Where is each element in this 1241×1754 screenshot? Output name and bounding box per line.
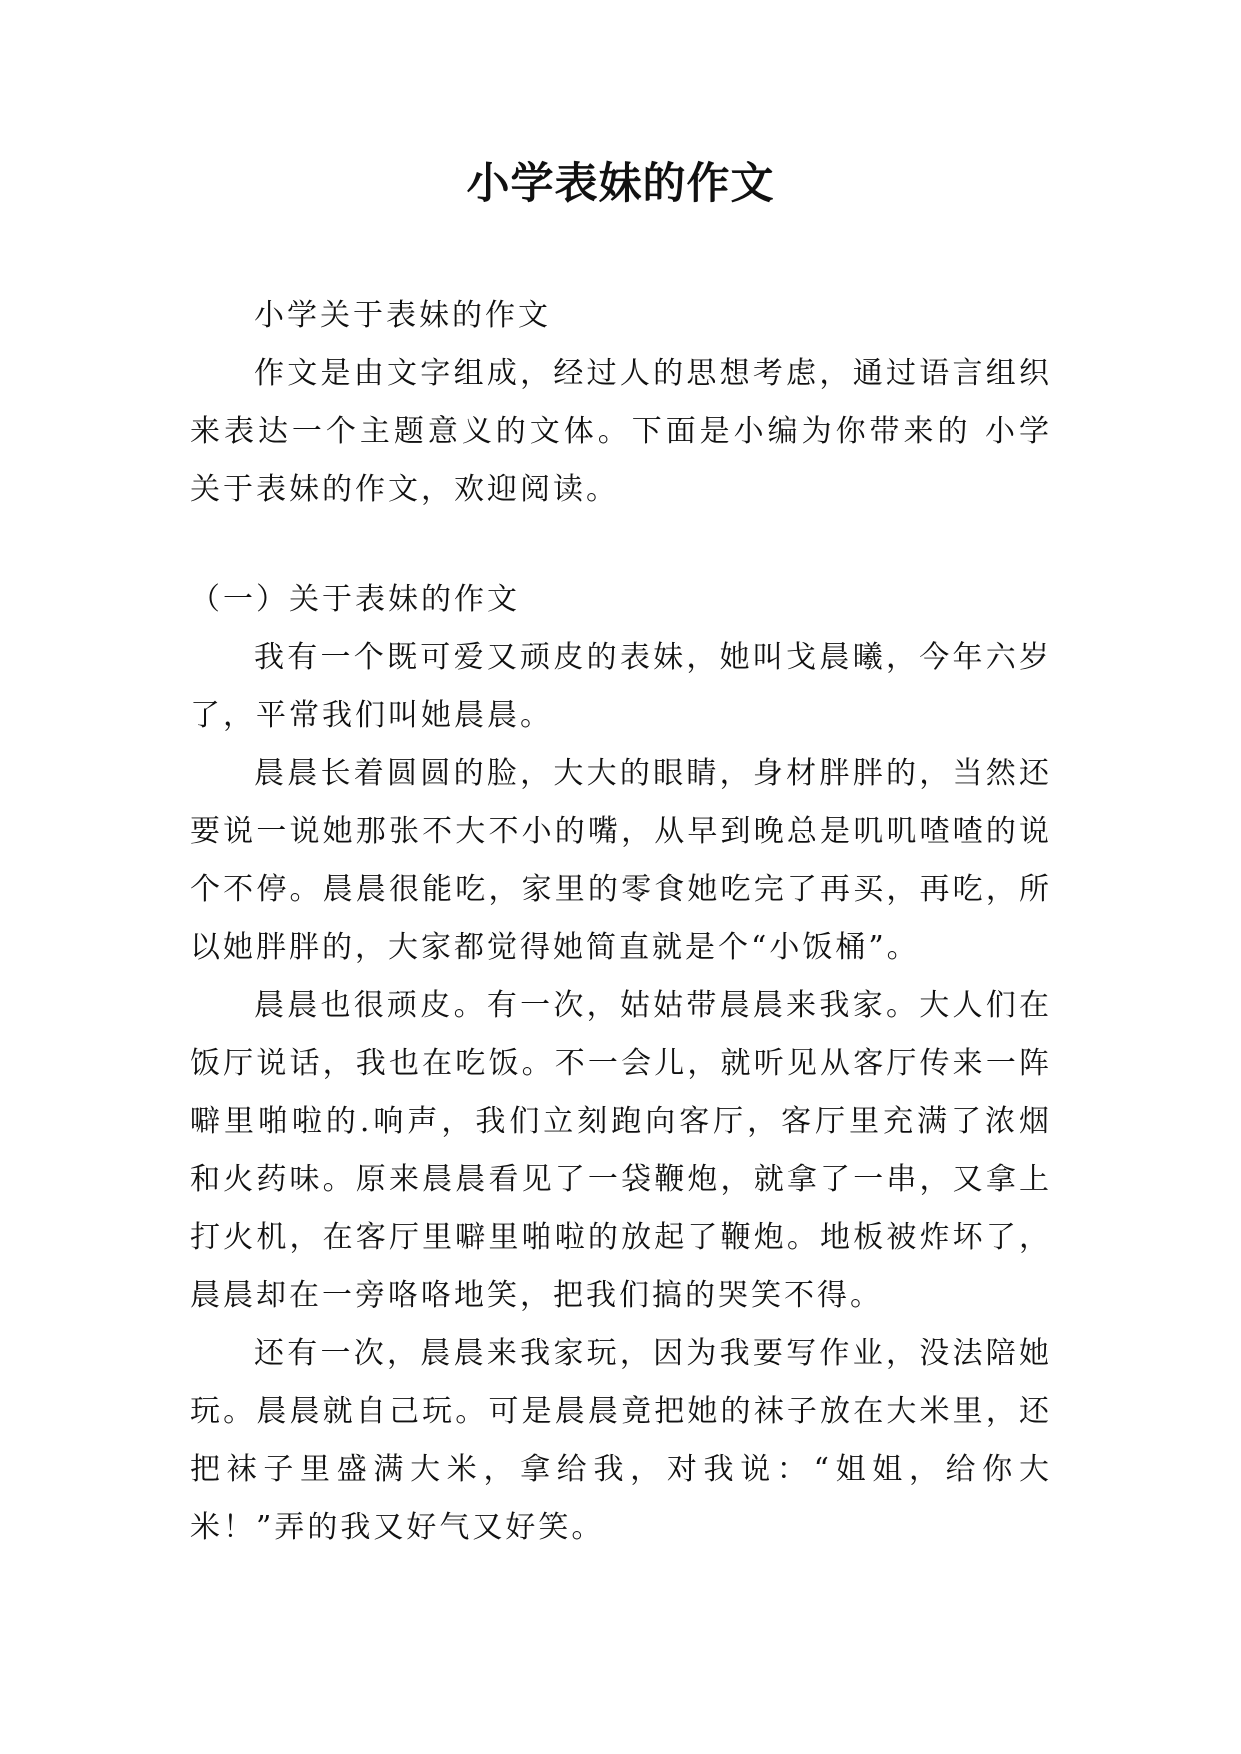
section-1	[190, 571, 1052, 1557]
section-1-paragraph: 还有一次，晨晨来我家玩，因为我要写作业，没法陪她玩。晨晨就自己玩。可是晨晨竟把她的袜子放在大米里，还把袜子里盛满大米，拿给我，对我说：“姐姐，给你大米！”弄的我又好气又好笑。	[190, 1336, 1052, 1545]
section-1-heading: （一）关于表妹的作文	[190, 582, 520, 617]
intro-block	[190, 287, 1052, 519]
section-1-paragraph: 我有一个既可爱又顽皮的表妹，她叫戈晨曦，今年六岁了，平常我们叫她晨晨。	[190, 640, 1052, 733]
section-1-paragraph: 晨晨也很顽皮。有一次，姑姑带晨晨来我家。大人们在饭厅说话，我也在吃饭。不一会儿，就听见从客厅传来一阵噼里啪啦的.响声，我们立刻跑向客厅，客厅里充满了浓烟和火药味。原来晨晨看见了一袋鞭炮，就拿了一串，又拿上打火机，在客厅里噼里啪啦的放起了鞭炮。地板被炸坏了，晨晨却在一旁咯咯地笑，把我们搞的哭笑不得。	[190, 988, 1052, 1313]
intro-subtitle: 小学关于表妹的作文	[254, 298, 551, 333]
intro-paragraph: 作文是由文字组成，经过人的思想考虑，通过语言组织来表达一个主题意义的文体。下面是小编为你带来的 小学关于表妹的作文，欢迎阅读。	[190, 356, 1052, 507]
document-title: 小学表妹的作文	[466, 159, 775, 209]
section-1-paragraph: 晨晨长着圆圆的脸，大大的眼睛，身材胖胖的，当然还要说一说她那张不大不小的嘴，从早到晚总是叽叽喳喳的说个不停。晨晨很能吃，家里的零食她吃完了再买，再吃，所以她胖胖的，大家都觉得她简直就是个“小饭桶”。	[190, 756, 1052, 965]
